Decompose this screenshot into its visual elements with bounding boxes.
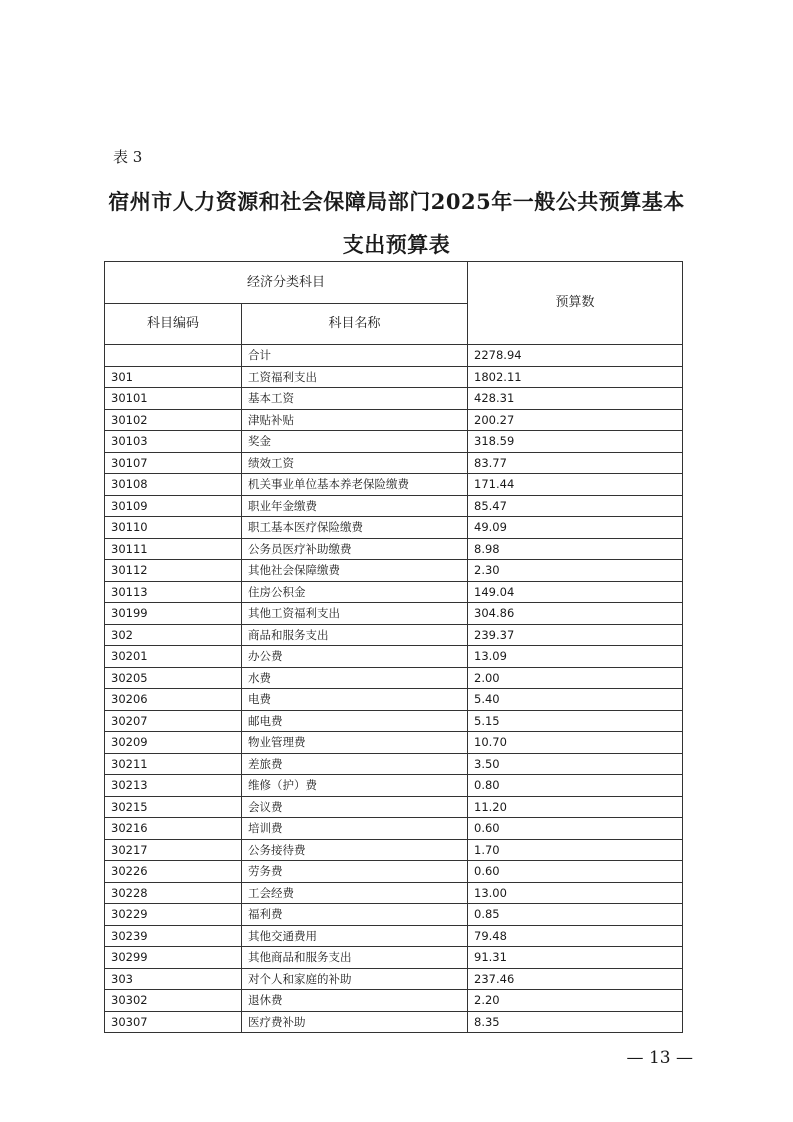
table-row (105, 624, 683, 646)
total-label: 合计 (242, 345, 468, 367)
row-code-cell: 30108 (105, 474, 242, 496)
row-amount-cell: 13.09 (468, 646, 683, 668)
row-amount-cell: 1.70 (468, 839, 683, 861)
table-row (105, 796, 683, 818)
table-row (105, 560, 683, 582)
econ-class-header: 经济分类科目 (105, 262, 468, 304)
page-number: — 13 — (626, 1048, 693, 1068)
row-amount-cell: 83.77 (468, 452, 683, 474)
row-name-cell: 物业管理费 (242, 732, 468, 754)
row-name-cell: 其他工资福利支出 (242, 603, 468, 625)
table-row (105, 603, 683, 625)
row-amount-cell: 8.98 (468, 538, 683, 560)
row-amount-cell: 13.00 (468, 882, 683, 904)
row-code-cell: 30102 (105, 409, 242, 431)
table-row (105, 925, 683, 947)
row-name-cell: 机关事业单位基本养老保险缴费 (242, 474, 468, 496)
row-name-cell: 邮电费 (242, 710, 468, 732)
row-name-cell: 水费 (242, 667, 468, 689)
row-name-cell: 公务接待费 (242, 839, 468, 861)
row-amount-cell: 85.47 (468, 495, 683, 517)
row-amount-cell: 91.31 (468, 947, 683, 969)
table-row (105, 366, 683, 388)
table-row (105, 517, 683, 539)
row-name-cell: 其他商品和服务支出 (242, 947, 468, 969)
table-row (105, 538, 683, 560)
row-amount-cell: 2.20 (468, 990, 683, 1012)
total-code-cell (105, 345, 242, 367)
row-amount-cell: 237.46 (468, 968, 683, 990)
table-row (105, 667, 683, 689)
document-title-line1: 宿州市人力资源和社会保障局部门2025年一般公共预算基本 (108, 189, 685, 214)
table-body (105, 345, 683, 1033)
row-name-cell: 电费 (242, 689, 468, 711)
row-code-cell: 30307 (105, 1011, 242, 1033)
row-name-cell: 商品和服务支出 (242, 624, 468, 646)
table-row (105, 388, 683, 410)
row-name-cell: 奖金 (242, 431, 468, 453)
row-code-cell: 30213 (105, 775, 242, 797)
row-name-cell: 基本工资 (242, 388, 468, 410)
name-header: 科目名称 (242, 304, 468, 345)
row-code-cell: 30209 (105, 732, 242, 754)
row-code-cell: 30205 (105, 667, 242, 689)
row-amount-cell: 0.60 (468, 818, 683, 840)
row-amount-cell: 239.37 (468, 624, 683, 646)
table-row (105, 581, 683, 603)
row-name-cell: 退休费 (242, 990, 468, 1012)
row-code-cell: 30103 (105, 431, 242, 453)
row-name-cell: 其他交通费用 (242, 925, 468, 947)
row-code-cell: 30199 (105, 603, 242, 625)
table-row (105, 990, 683, 1012)
row-amount-cell: 318.59 (468, 431, 683, 453)
table-row (105, 753, 683, 775)
row-code-cell: 30211 (105, 753, 242, 775)
row-code-cell: 30109 (105, 495, 242, 517)
row-name-cell: 职工基本医疗保险缴费 (242, 517, 468, 539)
total-row (105, 345, 683, 367)
row-amount-cell: 2.00 (468, 667, 683, 689)
row-code-cell: 30216 (105, 818, 242, 840)
row-code-cell: 30206 (105, 689, 242, 711)
table-row (105, 732, 683, 754)
row-code-cell: 30215 (105, 796, 242, 818)
table-row (105, 474, 683, 496)
row-name-cell: 对个人和家庭的补助 (242, 968, 468, 990)
row-name-cell: 工会经费 (242, 882, 468, 904)
table-row (105, 947, 683, 969)
table-row (105, 710, 683, 732)
table-row (105, 431, 683, 453)
row-name-cell: 医疗费补助 (242, 1011, 468, 1033)
row-code-cell: 30113 (105, 581, 242, 603)
row-amount-cell: 428.31 (468, 388, 683, 410)
table-row (105, 818, 683, 840)
total-amount: 2278.94 (468, 345, 683, 367)
row-amount-cell: 5.40 (468, 689, 683, 711)
row-code-cell: 30112 (105, 560, 242, 582)
row-code-cell: 30201 (105, 646, 242, 668)
table-row (105, 839, 683, 861)
table-row (105, 495, 683, 517)
header-row-1 (105, 262, 683, 304)
table-row (105, 968, 683, 990)
row-amount-cell: 0.85 (468, 904, 683, 926)
table-row (105, 1011, 683, 1033)
row-code-cell: 30111 (105, 538, 242, 560)
document-title-line2: 支出预算表 (342, 232, 451, 257)
row-code-cell: 303 (105, 968, 242, 990)
table-row (105, 409, 683, 431)
row-code-cell: 30302 (105, 990, 242, 1012)
budget-table (104, 261, 683, 1033)
row-code-cell: 30228 (105, 882, 242, 904)
row-name-cell: 办公费 (242, 646, 468, 668)
row-name-cell: 住房公积金 (242, 581, 468, 603)
row-name-cell: 津贴补贴 (242, 409, 468, 431)
row-code-cell: 30299 (105, 947, 242, 969)
row-name-cell: 维修（护）费 (242, 775, 468, 797)
row-amount-cell: 149.04 (468, 581, 683, 603)
row-amount-cell: 3.50 (468, 753, 683, 775)
code-header: 科目编码 (105, 304, 242, 345)
row-name-cell: 绩效工资 (242, 452, 468, 474)
row-code-cell: 30110 (105, 517, 242, 539)
row-code-cell: 30226 (105, 861, 242, 883)
row-amount-cell: 8.35 (468, 1011, 683, 1033)
row-code-cell: 30239 (105, 925, 242, 947)
row-name-cell: 公务员医疗补助缴费 (242, 538, 468, 560)
row-code-cell: 30217 (105, 839, 242, 861)
row-name-cell: 会议费 (242, 796, 468, 818)
row-amount-cell: 200.27 (468, 409, 683, 431)
row-amount-cell: 1802.11 (468, 366, 683, 388)
row-name-cell: 其他社会保障缴费 (242, 560, 468, 582)
row-amount-cell: 0.60 (468, 861, 683, 883)
table-row (105, 646, 683, 668)
row-code-cell: 301 (105, 366, 242, 388)
row-name-cell: 差旅费 (242, 753, 468, 775)
row-amount-cell: 11.20 (468, 796, 683, 818)
row-name-cell: 工资福利支出 (242, 366, 468, 388)
table-label: 表 3 (113, 148, 143, 166)
row-name-cell: 福利费 (242, 904, 468, 926)
row-amount-cell: 5.15 (468, 710, 683, 732)
row-code-cell: 30229 (105, 904, 242, 926)
row-amount-cell: 2.30 (468, 560, 683, 582)
row-name-cell: 培训费 (242, 818, 468, 840)
row-amount-cell: 171.44 (468, 474, 683, 496)
table-row (105, 452, 683, 474)
table-row (105, 689, 683, 711)
row-code-cell: 302 (105, 624, 242, 646)
row-code-cell: 30207 (105, 710, 242, 732)
table-row (105, 861, 683, 883)
row-name-cell: 职业年金缴费 (242, 495, 468, 517)
budget-header: 预算数 (468, 262, 683, 345)
row-name-cell: 劳务费 (242, 861, 468, 883)
row-amount-cell: 304.86 (468, 603, 683, 625)
table-row (105, 882, 683, 904)
row-code-cell: 30101 (105, 388, 242, 410)
table-row (105, 904, 683, 926)
row-amount-cell: 79.48 (468, 925, 683, 947)
row-amount-cell: 0.80 (468, 775, 683, 797)
row-amount-cell: 49.09 (468, 517, 683, 539)
row-code-cell: 30107 (105, 452, 242, 474)
row-amount-cell: 10.70 (468, 732, 683, 754)
table-row (105, 775, 683, 797)
